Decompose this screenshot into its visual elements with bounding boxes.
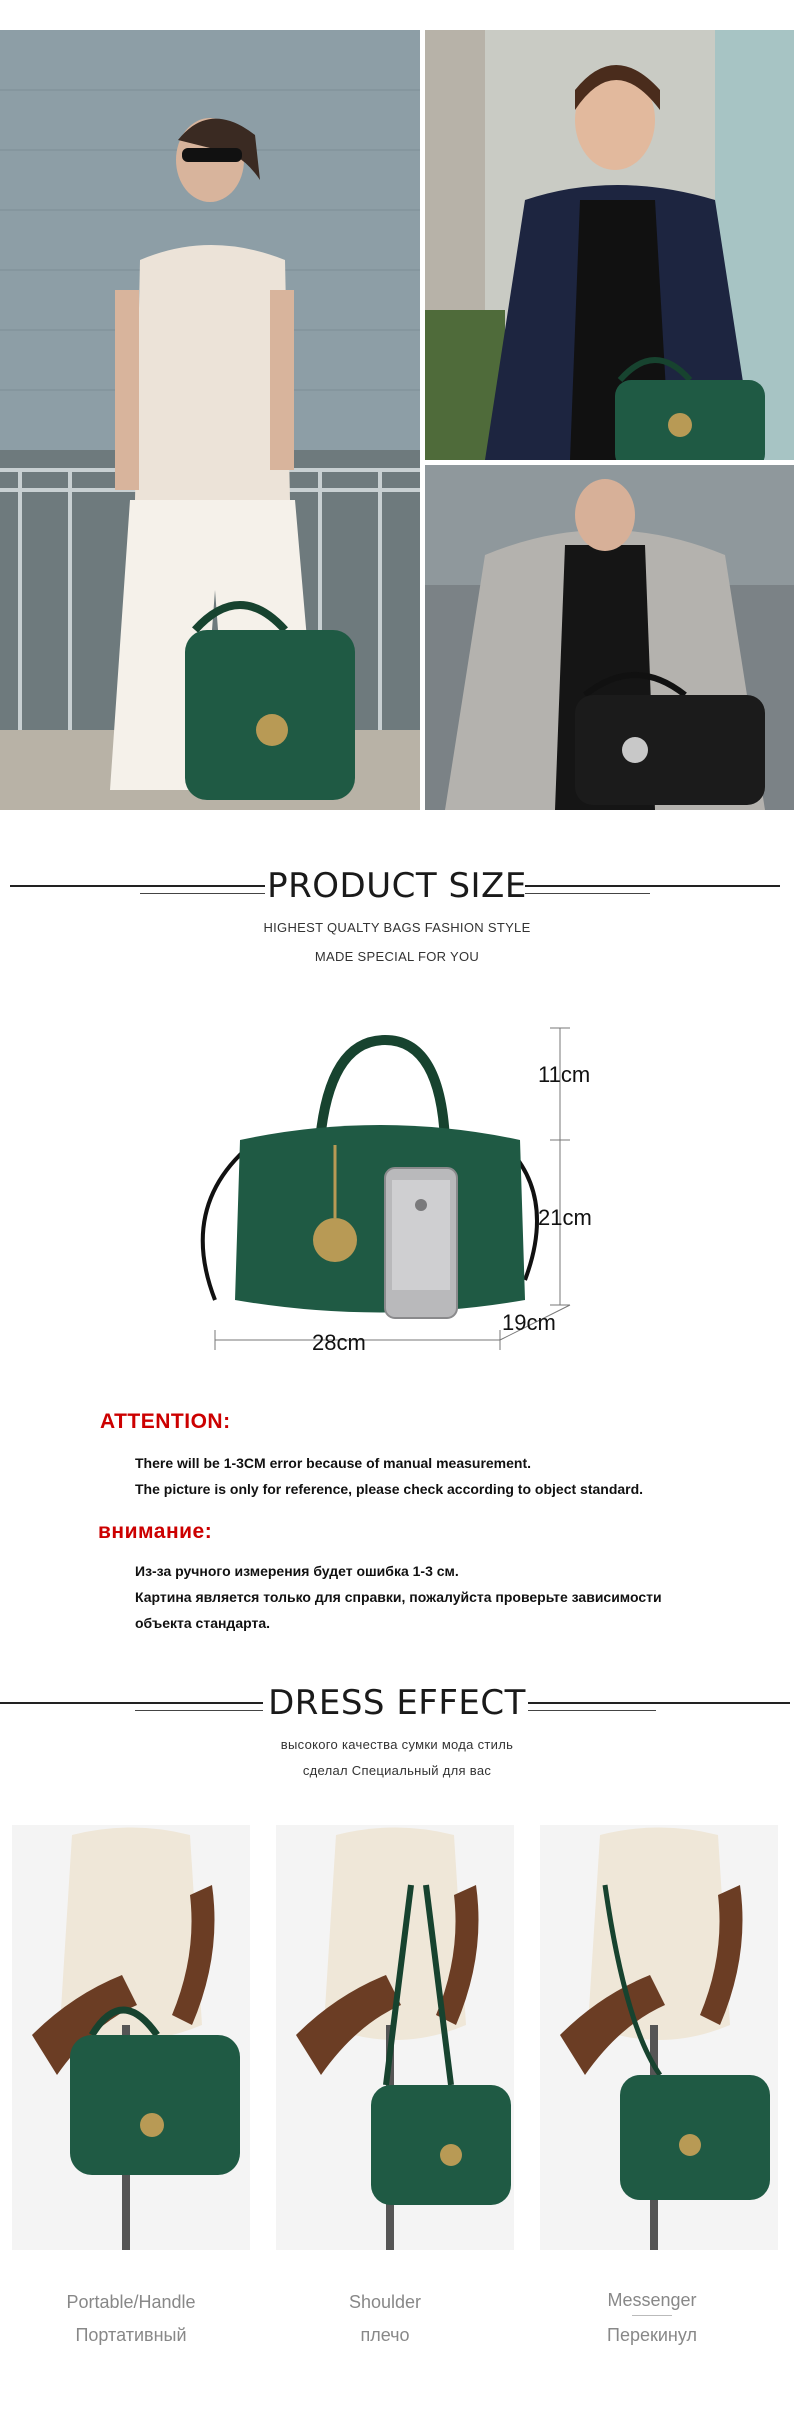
- product-size-title: PRODUCT SIZE: [267, 866, 527, 906]
- woman-in-navy-coat-photo: [425, 30, 794, 460]
- portable-handle-mannequin-photo: [12, 1825, 250, 2250]
- dimension-depth: 19cm: [502, 1310, 556, 1335]
- caption-messenger-en: Messenger: [607, 2290, 697, 2310]
- attention-line-ru-1: Из-за ручного измерения будет ошибка 1-3 см.: [135, 1563, 459, 1579]
- messenger-mannequin-photo: [540, 1825, 778, 2250]
- woman-with-green-handbag-photo: [0, 30, 420, 810]
- dress-effect-title: DRESS EFFECT: [268, 1683, 526, 1723]
- caption-messenger-ru: Перекинул: [607, 2325, 697, 2345]
- product-size-subtitle-1: HIGHEST QUALTY BAGS FASHION STYLE: [263, 920, 531, 935]
- attention-heading-ru: внимание:: [98, 1520, 213, 1543]
- dimension-width: 28cm: [312, 1330, 366, 1355]
- caption-portable-handle-en: Portable/Handle: [66, 2292, 196, 2312]
- dimension-handle-height: 11cm: [538, 1062, 591, 1087]
- woman-with-black-handbag-photo: [425, 465, 794, 810]
- caption-divider: [632, 2315, 672, 2316]
- caption-shoulder-en: Shoulder: [348, 2292, 422, 2312]
- attention-line-ru-2: Картина является только для справки, пожалуйста проверьте зависимости: [135, 1589, 662, 1605]
- dress-effect-subtitle-1: высокого качества сумки мода стиль: [280, 1737, 514, 1752]
- shoulder-mannequin-photo: [276, 1825, 514, 2250]
- attention-heading-en: ATTENTION:: [100, 1410, 231, 1433]
- attention-line-ru-3: объекта стандарта.: [135, 1615, 271, 1631]
- attention-line-en-2: The picture is only for reference, please check according to object standard.: [135, 1481, 644, 1497]
- product-size-subtitle-2: MADE SPECIAL FOR YOU: [314, 949, 480, 964]
- caption-portable-handle-ru: Портативный: [75, 2325, 187, 2345]
- caption-shoulder-ru: плечо: [360, 2325, 410, 2345]
- attention-line-en-1: There will be 1-3CM error because of manual measurement.: [135, 1455, 532, 1471]
- dimension-body-height: 21cm: [538, 1205, 592, 1230]
- dress-effect-subtitle-2: сделал Специальный для вас: [302, 1763, 492, 1778]
